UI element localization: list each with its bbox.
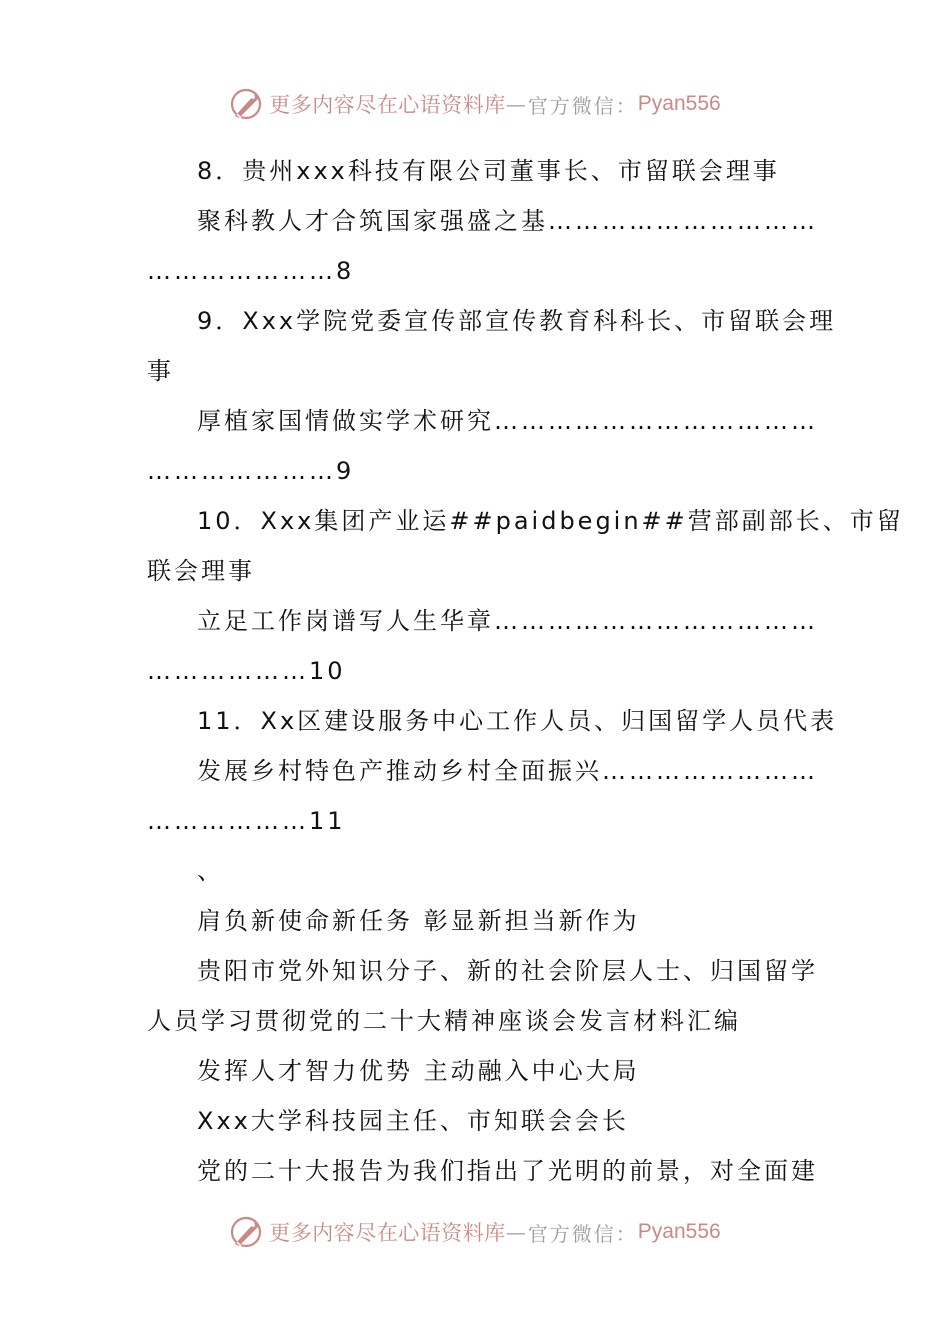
text-line: 党的二十大报告为我们指出了光明的前景，对全面建 bbox=[197, 1157, 818, 1185]
banner-wechat-label: 官方微信： bbox=[527, 93, 638, 118]
text-line: 人员学习贯彻党的二十大精神座谈会发言材料汇编 bbox=[147, 1007, 741, 1035]
text-line: 9．Xxx学院党委宣传部宣传教育科科长、市留联会理 bbox=[197, 307, 837, 335]
pen-logo-icon bbox=[229, 1214, 265, 1250]
banner-dash: — bbox=[505, 92, 528, 116]
text-line: 联会理事 bbox=[147, 557, 255, 585]
footer-watermark bbox=[0, 1212, 950, 1252]
text-line: Xxx大学科技园主任、市知联会会长 bbox=[197, 1107, 629, 1135]
banner-prefix: 更多内容尽在心语资料库 bbox=[269, 1221, 506, 1245]
banner-wechat-label: 官方微信： bbox=[527, 1221, 638, 1246]
header-watermark bbox=[0, 84, 950, 124]
text-line: 肩负新使命新任务 彰显新担当新作为 bbox=[197, 907, 640, 935]
banner-prefix: 更多内容尽在心语资料库 bbox=[269, 93, 506, 117]
text-line: ………………11 bbox=[147, 807, 346, 835]
text-line: 10．Xxx集团产业运##paidbegin##营部副部长、市留 bbox=[197, 507, 904, 535]
text-line: …………………9 bbox=[147, 457, 355, 485]
pen-logo-icon bbox=[229, 86, 265, 122]
text-line: ………………10 bbox=[147, 657, 346, 685]
text-line: 聚科教人才合筑国家强盛之基………………………… bbox=[197, 207, 818, 235]
text-line: 发挥人才智力优势 主动融入中心大局 bbox=[197, 1057, 640, 1085]
document-body bbox=[147, 146, 904, 1196]
banner-dash: — bbox=[505, 1220, 528, 1244]
text-line: 厚植家国情做实学术研究……………………………… bbox=[197, 407, 818, 435]
text-line: …………………8 bbox=[147, 257, 355, 285]
text-line: 发展乡村特色产推动乡村全面振兴…………………… bbox=[197, 757, 818, 785]
text-line: 、 bbox=[197, 857, 224, 885]
text-line: 事 bbox=[147, 357, 174, 385]
text-line: 8．贵州xxx科技有限公司董事长、市留联会理事 bbox=[197, 157, 780, 185]
text-line: 立足工作岗谱写人生华章……………………………… bbox=[197, 607, 818, 635]
banner-wechat-id: Pyan556 bbox=[637, 1220, 721, 1243]
text-line: 11．Xx区建设服务中心工作人员、归国留学人员代表 bbox=[197, 707, 838, 735]
text-line: 贵阳市党外知识分子、新的社会阶层人士、归国留学 bbox=[197, 957, 818, 985]
banner-wechat-id: Pyan556 bbox=[637, 92, 721, 115]
